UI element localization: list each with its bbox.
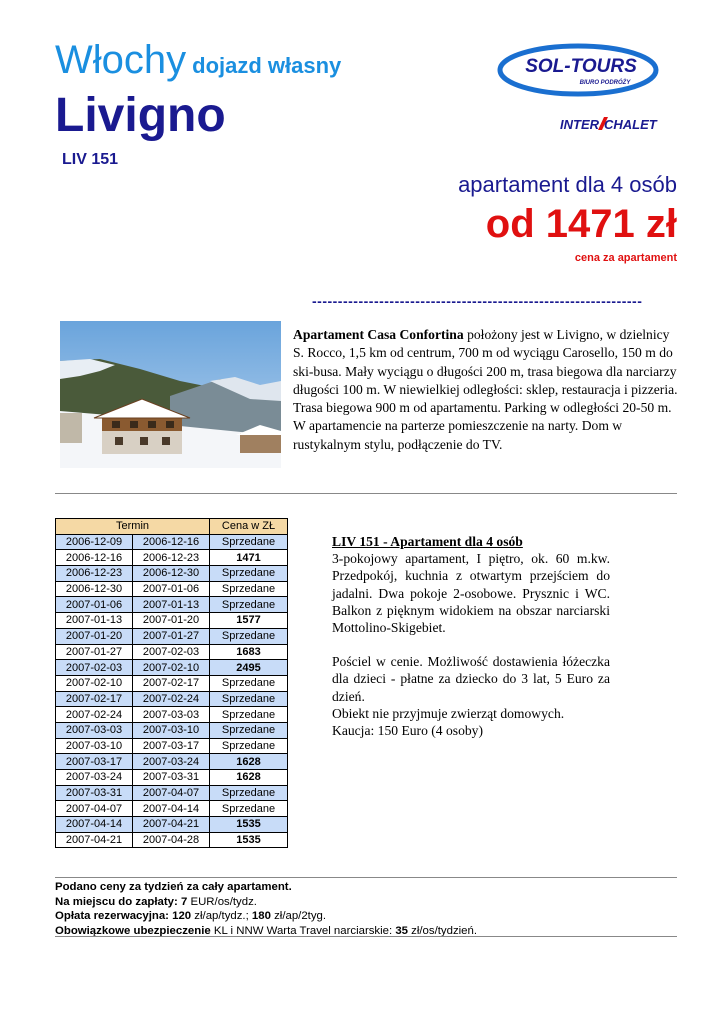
- interchalet-logo: [560, 113, 657, 135]
- price-cell: Sprzedane: [210, 801, 288, 817]
- logo-sol-text: SOL-TOURS: [525, 56, 637, 77]
- price-cell: Sprzedane: [210, 785, 288, 801]
- date-to-cell: 2007-03-31: [133, 770, 210, 786]
- price-cell: 1577: [210, 613, 288, 629]
- chalet-photo: [60, 321, 281, 468]
- price-cell: 1471: [210, 550, 288, 566]
- footer-insurance-value: 35: [395, 924, 408, 937]
- price-cell: Sprzedane: [210, 597, 288, 613]
- table-row: [56, 754, 288, 770]
- property-description: [293, 326, 678, 454]
- date-to-cell: 2007-03-10: [133, 722, 210, 738]
- footer-line-2: [55, 895, 677, 910]
- date-to-cell: 2007-04-28: [133, 832, 210, 848]
- footer-booking-unit-1: zł/ap/tydz.;: [191, 910, 252, 922]
- window: [166, 421, 174, 428]
- price-cell: Sprzedane: [210, 566, 288, 582]
- table-row: [56, 770, 288, 786]
- window: [112, 421, 120, 428]
- date-to-cell: 2007-02-24: [133, 691, 210, 707]
- footer-notes: [55, 880, 677, 938]
- logo-chalet-text: CHALET: [604, 117, 657, 132]
- price-cell: Sprzedane: [210, 707, 288, 723]
- date-from-cell: 2007-03-17: [56, 754, 133, 770]
- dashed-separator: ----------------------------------------------------------------: [312, 293, 643, 309]
- price-cell: Sprzedane: [210, 628, 288, 644]
- date-to-cell: 2007-02-10: [133, 660, 210, 676]
- date-to-cell: 2007-01-27: [133, 628, 210, 644]
- date-to-cell: 2007-04-14: [133, 801, 210, 817]
- footer-insurance-text: KL i NNW Warta Travel narciarskie:: [210, 924, 396, 937]
- divider: [55, 493, 677, 494]
- offer-code: LIV 151: [62, 151, 119, 168]
- date-from-cell: 2007-04-14: [56, 817, 133, 833]
- price-table-body: [56, 534, 288, 848]
- date-from-cell: 2007-03-03: [56, 722, 133, 738]
- date-from-cell: 2007-04-21: [56, 832, 133, 848]
- date-to-cell: 2006-12-16: [133, 534, 210, 550]
- sol-tours-logo: [497, 42, 659, 98]
- date-to-cell: 2007-04-21: [133, 817, 210, 833]
- header-price: Cena w ZŁ: [210, 519, 288, 535]
- footer-onsite-label: Na miejscu do zapłaty:: [55, 895, 181, 908]
- date-to-cell: 2007-04-07: [133, 785, 210, 801]
- date-from-cell: 2007-01-20: [56, 628, 133, 644]
- date-to-cell: 2007-01-06: [133, 581, 210, 597]
- price-cell: Sprzedane: [210, 581, 288, 597]
- date-from-cell: 2007-03-10: [56, 738, 133, 754]
- price-table-grid: [55, 518, 288, 848]
- logo-inter-text: INTER: [560, 117, 599, 132]
- date-to-cell: 2006-12-30: [133, 566, 210, 582]
- date-from-cell: 2007-03-31: [56, 785, 133, 801]
- price-cell: 1628: [210, 754, 288, 770]
- divider: [55, 877, 677, 878]
- city-title: Livigno: [55, 89, 226, 142]
- footer-onsite-unit: EUR/os/tydz.: [187, 895, 257, 908]
- table-row: [56, 628, 288, 644]
- price-table: [55, 518, 287, 848]
- apartment-type: apartament dla 4 osób: [458, 172, 677, 197]
- price-cell: 1683: [210, 644, 288, 660]
- date-to-cell: 2007-01-20: [133, 613, 210, 629]
- window: [140, 437, 148, 445]
- table-row: [56, 817, 288, 833]
- price-cell: Sprzedane: [210, 722, 288, 738]
- table-row: [56, 534, 288, 550]
- table-row: [56, 660, 288, 676]
- table-row: [56, 566, 288, 582]
- small-building: [240, 433, 281, 453]
- logo-sol-subtext: BIURO PODRÓŻY: [579, 80, 631, 86]
- window: [148, 421, 156, 428]
- date-to-cell: 2007-03-03: [133, 707, 210, 723]
- price-headline: od 1471 zł: [485, 202, 677, 246]
- table-row: [56, 738, 288, 754]
- date-from-cell: 2006-12-23: [56, 566, 133, 582]
- details-paragraph-2: Pościel w cenie. Możliwość dostawienia łóżeczka dla dzieci - płatne za dziecko do 3 lat, 5 Euro za dzień.: [332, 654, 610, 704]
- footer-weekly-note: Podano ceny za tydzień za cały apartament.: [55, 881, 292, 893]
- side-building: [60, 413, 82, 443]
- property-description-text: położony jest w Livigno, w dzielnicy S. Rocco, 1,5 km od centrum, 700 m od wyciągu Carosello, 150 m do ski-busa. Mały wyciągu o długości 200 m, trasa biegowa dla narciarzy długości 100 m. W niewielkiej odległości: sklep, restauracja i pizzeria. Trasa biegowa 900 m od apartamentu. Parking w odległości 20-50 m. W apartamencie na parterze pomieszczenie na narty. Dom w rustykalnym stylu, podłączenie do TV.: [293, 327, 678, 452]
- price-cell: Sprzedane: [210, 738, 288, 754]
- date-from-cell: 2007-02-24: [56, 707, 133, 723]
- footer-booking-value-2: 180: [251, 910, 271, 922]
- header-term: Termin: [56, 519, 210, 535]
- date-to-cell: 2007-03-24: [133, 754, 210, 770]
- table-row: [56, 801, 288, 817]
- divider: [55, 936, 677, 937]
- footer-insurance-label: Obowiązkowe ubezpieczenie: [55, 924, 211, 937]
- footer-line-1: [55, 880, 677, 895]
- table-row: [56, 644, 288, 660]
- date-to-cell: 2007-02-03: [133, 644, 210, 660]
- table-row: [56, 550, 288, 566]
- date-from-cell: 2006-12-30: [56, 581, 133, 597]
- price-cell: Sprzedane: [210, 534, 288, 550]
- price-cell: 1628: [210, 770, 288, 786]
- property-name: Apartament Casa Confortina: [293, 327, 464, 342]
- footer-line-3: [55, 909, 677, 924]
- country-name: Włochy: [55, 38, 187, 82]
- table-row: [56, 613, 288, 629]
- table-row: [56, 785, 288, 801]
- date-to-cell: 2006-12-23: [133, 550, 210, 566]
- date-from-cell: 2006-12-09: [56, 534, 133, 550]
- date-to-cell: 2007-03-17: [133, 738, 210, 754]
- price-note: cena za apartament: [574, 252, 677, 264]
- date-from-cell: 2007-01-27: [56, 644, 133, 660]
- price-cell: 1535: [210, 832, 288, 848]
- date-from-cell: 2007-01-13: [56, 613, 133, 629]
- details-paragraph-1: 3-pokojowy apartament, I piętro, ok. 60 m.kw. Przedpokój, kuchnia z otwartym przejściem do jadalni. Dwa pokoje 2-osobowe. Prysznic i WC. Balkon z pięknym widokiem na obszar narciarski Mottolino-Skigebiet.: [332, 551, 610, 636]
- price-cell: 2495: [210, 660, 288, 676]
- country-heading: [55, 40, 341, 80]
- details-paragraph-3: Obiekt nie przyjmuje zwierząt domowych.: [332, 705, 565, 721]
- date-from-cell: 2007-02-10: [56, 675, 133, 691]
- table-row: [56, 597, 288, 613]
- price-cell: Sprzedane: [210, 691, 288, 707]
- footer-onsite-value: 7: [180, 895, 188, 908]
- table-row: [56, 675, 288, 691]
- date-from-cell: 2007-01-06: [56, 597, 133, 613]
- date-from-cell: 2006-12-16: [56, 550, 133, 566]
- table-row: [56, 722, 288, 738]
- table-row: [56, 707, 288, 723]
- footer-booking-unit-2: zł/ap/2tyg.: [270, 910, 327, 922]
- footer-booking-value-1: 120: [172, 910, 192, 922]
- footer-booking-label: Opłata rezerwacyjna:: [55, 910, 173, 922]
- date-to-cell: 2007-01-13: [133, 597, 210, 613]
- price-cell: 1535: [210, 817, 288, 833]
- transport-type: dojazd własny: [192, 53, 342, 78]
- date-from-cell: 2007-04-07: [56, 801, 133, 817]
- price-cell: Sprzedane: [210, 675, 288, 691]
- date-from-cell: 2007-02-03: [56, 660, 133, 676]
- details-paragraph-4: Kaucja: 150 Euro (4 osoby): [332, 723, 484, 739]
- window: [162, 437, 170, 445]
- footer-insurance-unit: zł/os/tydzień.: [408, 924, 478, 937]
- date-from-cell: 2007-02-17: [56, 691, 133, 707]
- date-to-cell: 2007-02-17: [133, 675, 210, 691]
- window: [115, 437, 123, 445]
- table-row: [56, 691, 288, 707]
- table-row: [56, 832, 288, 848]
- details-title: LIV 151 - Apartament dla 4 osób: [332, 534, 523, 549]
- table-row: [56, 581, 288, 597]
- window: [130, 421, 138, 428]
- date-from-cell: 2007-03-24: [56, 770, 133, 786]
- apartment-details: [332, 533, 610, 739]
